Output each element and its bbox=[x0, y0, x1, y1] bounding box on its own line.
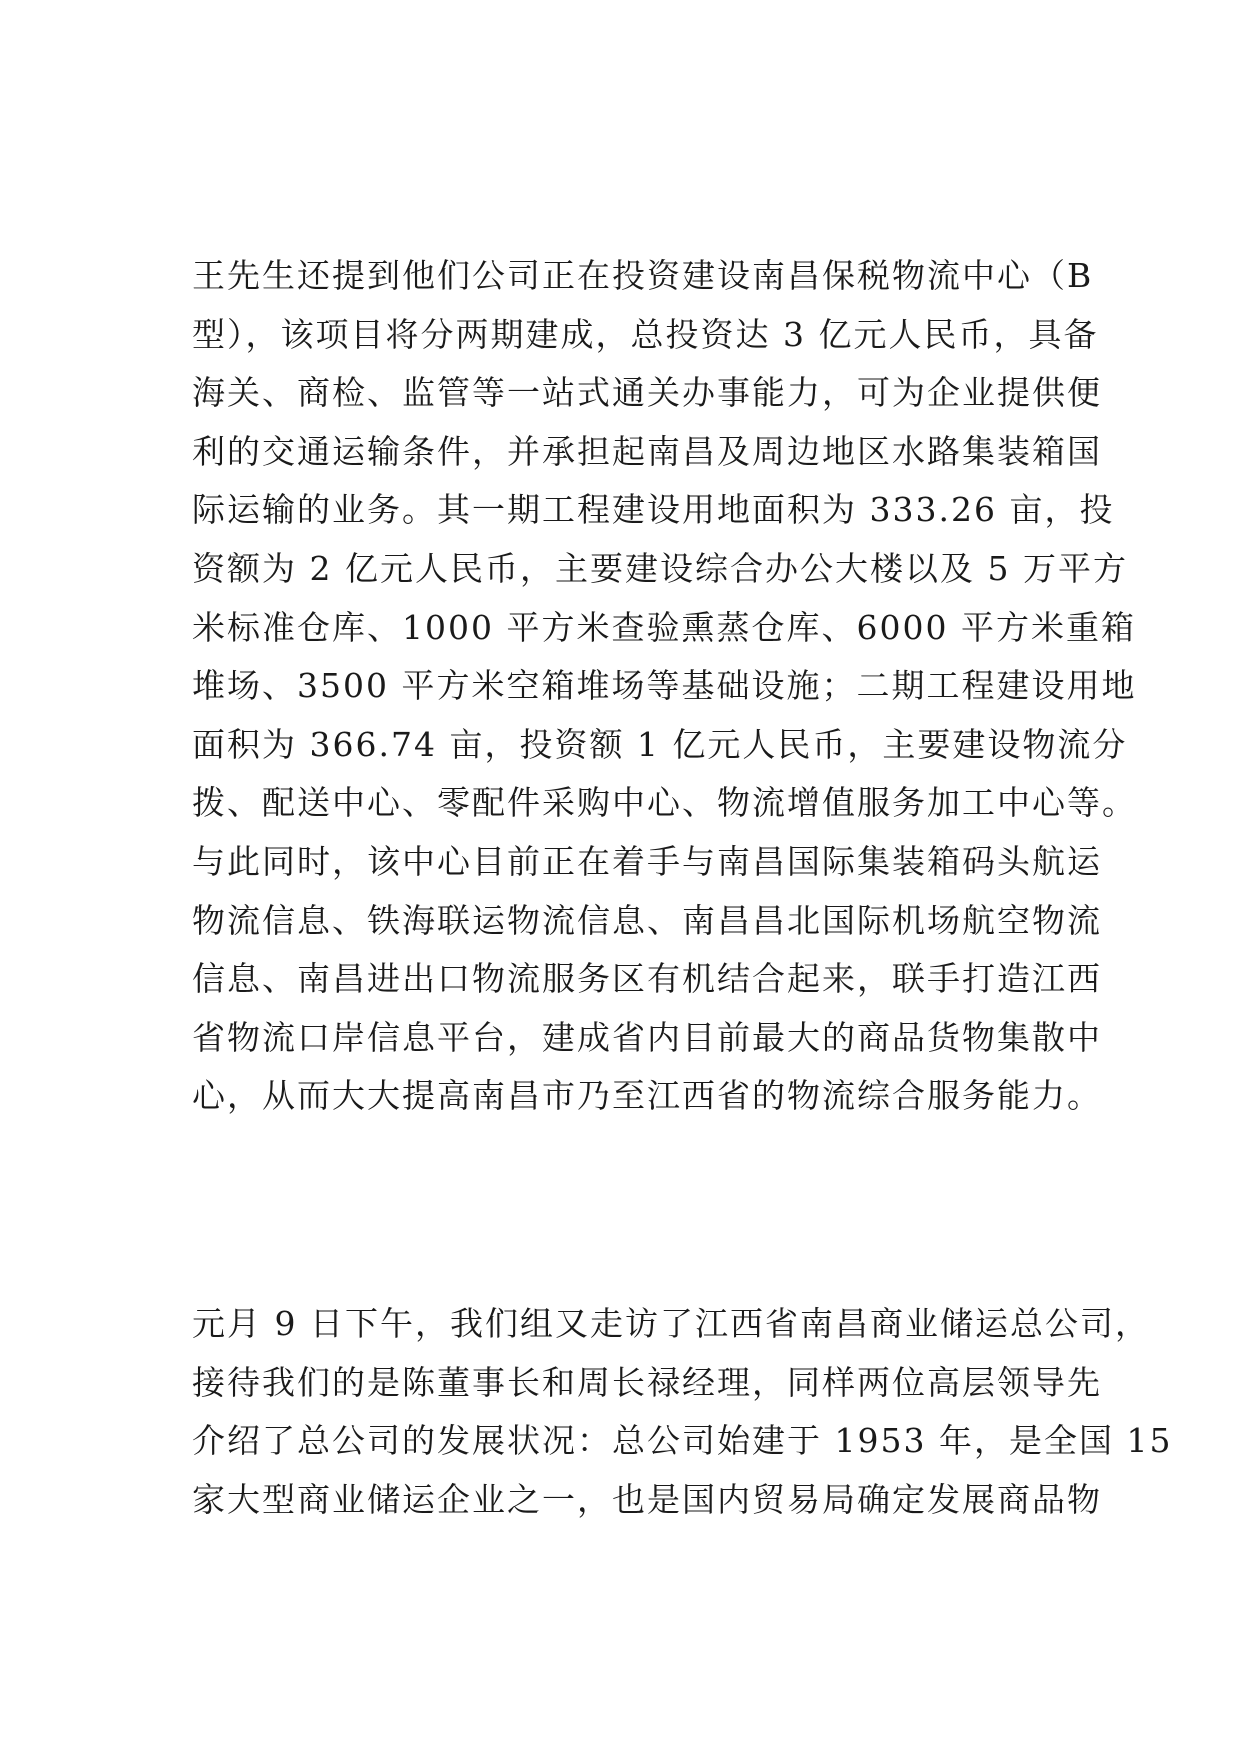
text-line: 型），该项目将分两期建成，总投资达 3 亿元人民币，具备 bbox=[192, 314, 1099, 354]
text-line: 物流信息、铁海联运物流信息、南昌昌北国际机场航空物流 bbox=[192, 900, 1102, 940]
text-line: 拨、配送中心、零配件采购中心、物流增值服务加工中心等。 bbox=[192, 783, 1137, 823]
text-line: 海关、商检、监管等一站式通关办事能力，可为企业提供便 bbox=[192, 373, 1102, 413]
text-line: 际运输的业务。其一期工程建设用地面积为 333.26 亩，投 bbox=[192, 490, 1115, 530]
text-line: 堆场、3500 平方米空箱堆场等基础设施；二期工程建设用地 bbox=[192, 666, 1137, 706]
text-line: 利的交通运输条件，并承担起南昌及周边地区水路集装箱国 bbox=[192, 431, 1102, 471]
paragraph-commercial-storage-visit bbox=[192, 1295, 1173, 1529]
text-line: 王先生还提到他们公司正在投资建设南昌保税物流中心（B bbox=[192, 256, 1094, 295]
text-line: 米标准仓库、1000 平方米查验熏蒸仓库、6000 平方米重箱 bbox=[192, 607, 1136, 647]
text-line: 信息、南昌进出口物流服务区有机结合起来，联手打造江西 bbox=[192, 959, 1102, 999]
text-line: 省物流口岸信息平台，建成省内目前最大的商品货物集散中 bbox=[192, 1017, 1102, 1057]
text-line: 介绍了总公司的发展状况：总公司始建于 1953 年，是全国 15 bbox=[192, 1421, 1173, 1461]
paragraph-bonded-logistics-center bbox=[192, 247, 1137, 1126]
text-line: 面积为 366.74 亩，投资额 1 亿元人民币，主要建设物流分 bbox=[192, 724, 1128, 764]
text-line: 与此同时，该中心目前正在着手与南昌国际集装箱码头航运 bbox=[192, 841, 1102, 881]
text-line: 资额为 2 亿元人民币，主要建设综合办公大楼以及 5 万平方 bbox=[192, 548, 1128, 588]
text-line: 元月 9 日下午，我们组又走访了江西省南昌商业储运总公司， bbox=[192, 1304, 1150, 1343]
text-line: 家大型商业储运企业之一，也是国内贸易局确定发展商品物 bbox=[192, 1479, 1102, 1519]
text-line: 接待我们的是陈董事长和周长禄经理，同样两位高层领导先 bbox=[192, 1362, 1102, 1402]
text-line: 心，从而大大提高南昌市乃至江西省的物流综合服务能力。 bbox=[192, 1076, 1102, 1116]
